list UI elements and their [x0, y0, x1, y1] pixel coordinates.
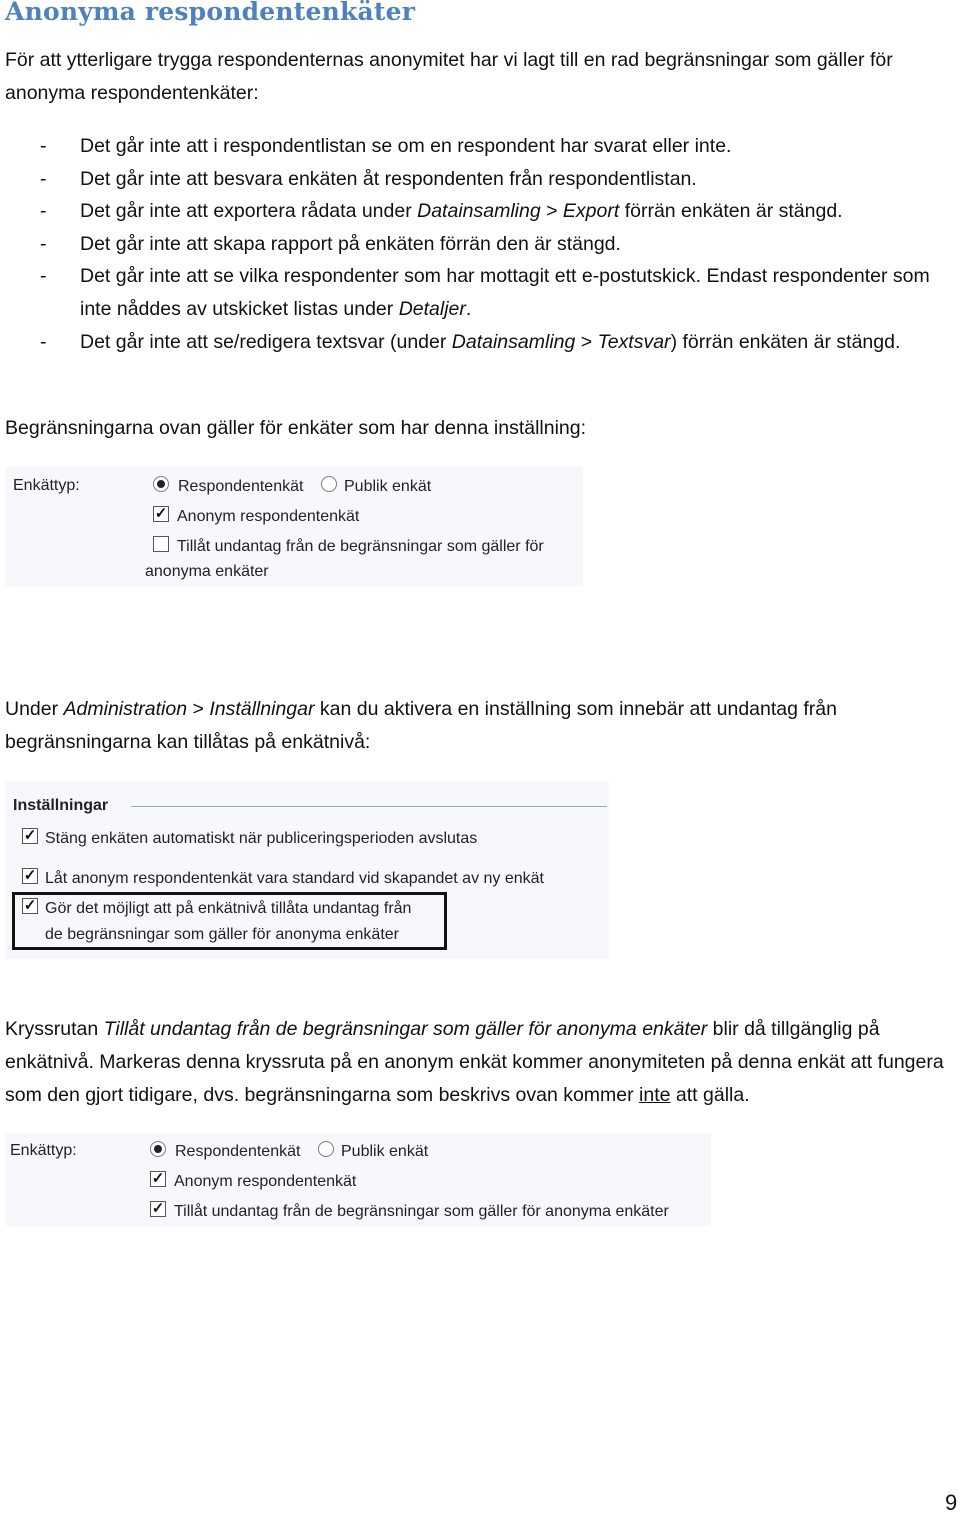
allow-exception-setting-label-cont: de begränsningar som gäller för anonyma enkäter [45, 926, 399, 943]
bullet-text: Det går inte att exportera rådata under [80, 200, 418, 223]
admin-text: kan du aktivera en inställning som innebär att undantag från begränsningarna kan tillåtas på enkätnivå: [5, 698, 837, 753]
bullet-dash: - [40, 135, 47, 157]
bullet-text: Det går inte att skapa rapport på enkäten förrän den är stängd. [80, 232, 621, 255]
restrictions-intro: Begränsningarna ovan gäller för enkäter som har denna inställning: [5, 417, 587, 439]
checkbox-name: Tillåt undantag från de begränsningar som gäller för anonyma enkäter [103, 1018, 708, 1040]
final-text: blir då tillgänglig på enkätnivå. Markeras denna kryssruta på en anonym enkät kommer anonymiteten på denna enkät att fungera som den gjort tidigare, dvs. begränsningarna som beskrivs ovan kommer [5, 1018, 944, 1106]
bullet-dash: - [40, 200, 47, 223]
auto-close-checkbox[interactable]: ✓ [23, 827, 37, 844]
respondent-survey-label: Respondentenkät [178, 478, 304, 495]
admin-paragraph [5, 693, 960, 759]
respondent-survey-radio[interactable] [150, 1141, 166, 1157]
path-separator: > [187, 698, 210, 720]
menu-path-administration: Administration [63, 698, 188, 720]
settings-screenshot [5, 781, 609, 959]
respondent-survey-radio[interactable] [153, 476, 169, 492]
page-number: 9 [945, 1490, 958, 1515]
anonymous-survey-checkbox[interactable]: ✓ [151, 1170, 165, 1187]
allow-exception-setting-checkbox[interactable]: ✓ [23, 897, 37, 914]
bullet-text: Det går inte att i respondentlistan se om en respondent har svarat eller inte. [80, 135, 732, 157]
survey-type-screenshot-1 [5, 467, 583, 587]
bullet-text: ) förrän enkäten är stängd. [670, 330, 901, 353]
final-paragraph [5, 1013, 960, 1112]
allow-exception-checkbox[interactable]: ✓ [151, 1200, 165, 1217]
page-heading: Anonyma respondentenkäter [5, 0, 416, 26]
menu-path-detaljer: Detaljer [398, 297, 466, 320]
public-survey-radio[interactable] [318, 1141, 334, 1157]
path-separator: > [575, 330, 598, 353]
anonymous-survey-checkbox[interactable]: ✓ [154, 505, 168, 522]
anonymous-survey-label: Anonym respondentenkät [174, 1173, 357, 1190]
bullet-text: Det går inte att besvara enkäten åt respondenten från respondentlistan. [80, 167, 697, 190]
allow-exception-setting-label: Gör det möjligt att på enkätnivå tillåta undantag från [45, 900, 412, 917]
survey-type-label: Enkättyp: [10, 1142, 77, 1159]
fieldset-line [131, 806, 607, 807]
list-item [0, 163, 960, 196]
bullet-dash: - [40, 330, 47, 353]
emphasis-underline: inte [639, 1084, 671, 1106]
menu-path-installningar: Inställningar [209, 698, 315, 720]
intro-paragraph: För att ytterligare trygga respondenternas anonymitet har vi lagt till en rad begränsningar som gäller för anonyma respondentenkäter: [5, 49, 893, 104]
menu-path-export: Export [562, 200, 620, 223]
public-survey-label: Publik enkät [341, 1143, 429, 1160]
allow-exception-checkbox[interactable] [153, 536, 169, 552]
list-item [0, 228, 960, 261]
allow-exception-label: Tillåt undantag från de begränsningar som gäller för [177, 538, 544, 555]
restriction-list [0, 130, 960, 358]
bullet-text: Det går inte att se vilka respondenter som har mottagit ett e-postutskick. Endast respondenter som inte nåddes av utskicket listas under [80, 265, 930, 320]
menu-path-datainsamling: Datainsamling [417, 200, 541, 223]
bullet-dash: - [40, 265, 47, 288]
survey-type-screenshot-2 [5, 1133, 711, 1226]
settings-title: Inställningar [13, 797, 109, 814]
auto-close-label: Stäng enkäten automatiskt när publiceringsperioden avslutas [45, 830, 478, 847]
admin-text: Under [5, 698, 64, 720]
bullet-dash: - [40, 232, 47, 255]
public-survey-radio[interactable] [321, 476, 337, 492]
list-item [0, 195, 960, 228]
respondent-survey-label: Respondentenkät [175, 1143, 301, 1160]
final-text: Kryssrutan [5, 1018, 104, 1040]
allow-exception-label-cont: anonyma enkäter [145, 563, 269, 580]
bullet-text: . [465, 297, 472, 320]
list-item [0, 260, 960, 325]
final-text: att gälla. [670, 1084, 750, 1106]
list-item [0, 130, 960, 163]
bullet-text: Det går inte att se/redigera textsvar (under [80, 330, 452, 353]
list-item [0, 326, 960, 359]
anonymous-survey-label: Anonym respondentenkät [177, 508, 360, 525]
public-survey-label: Publik enkät [344, 478, 432, 495]
bullet-text: förrän enkäten är stängd. [619, 200, 843, 223]
allow-exception-label: Tillåt undantag från de begränsningar som gäller för anonyma enkäter [174, 1203, 669, 1220]
menu-path-textsvar: Textsvar [597, 330, 671, 353]
default-anonymous-label: Låt anonym respondentenkät vara standard vid skapandet av ny enkät [45, 870, 544, 887]
menu-path-datainsamling: Datainsamling [451, 330, 576, 353]
path-separator: > [540, 200, 563, 223]
bullet-dash: - [40, 167, 47, 190]
default-anonymous-checkbox[interactable]: ✓ [23, 867, 37, 884]
survey-type-label: Enkättyp: [13, 477, 80, 494]
